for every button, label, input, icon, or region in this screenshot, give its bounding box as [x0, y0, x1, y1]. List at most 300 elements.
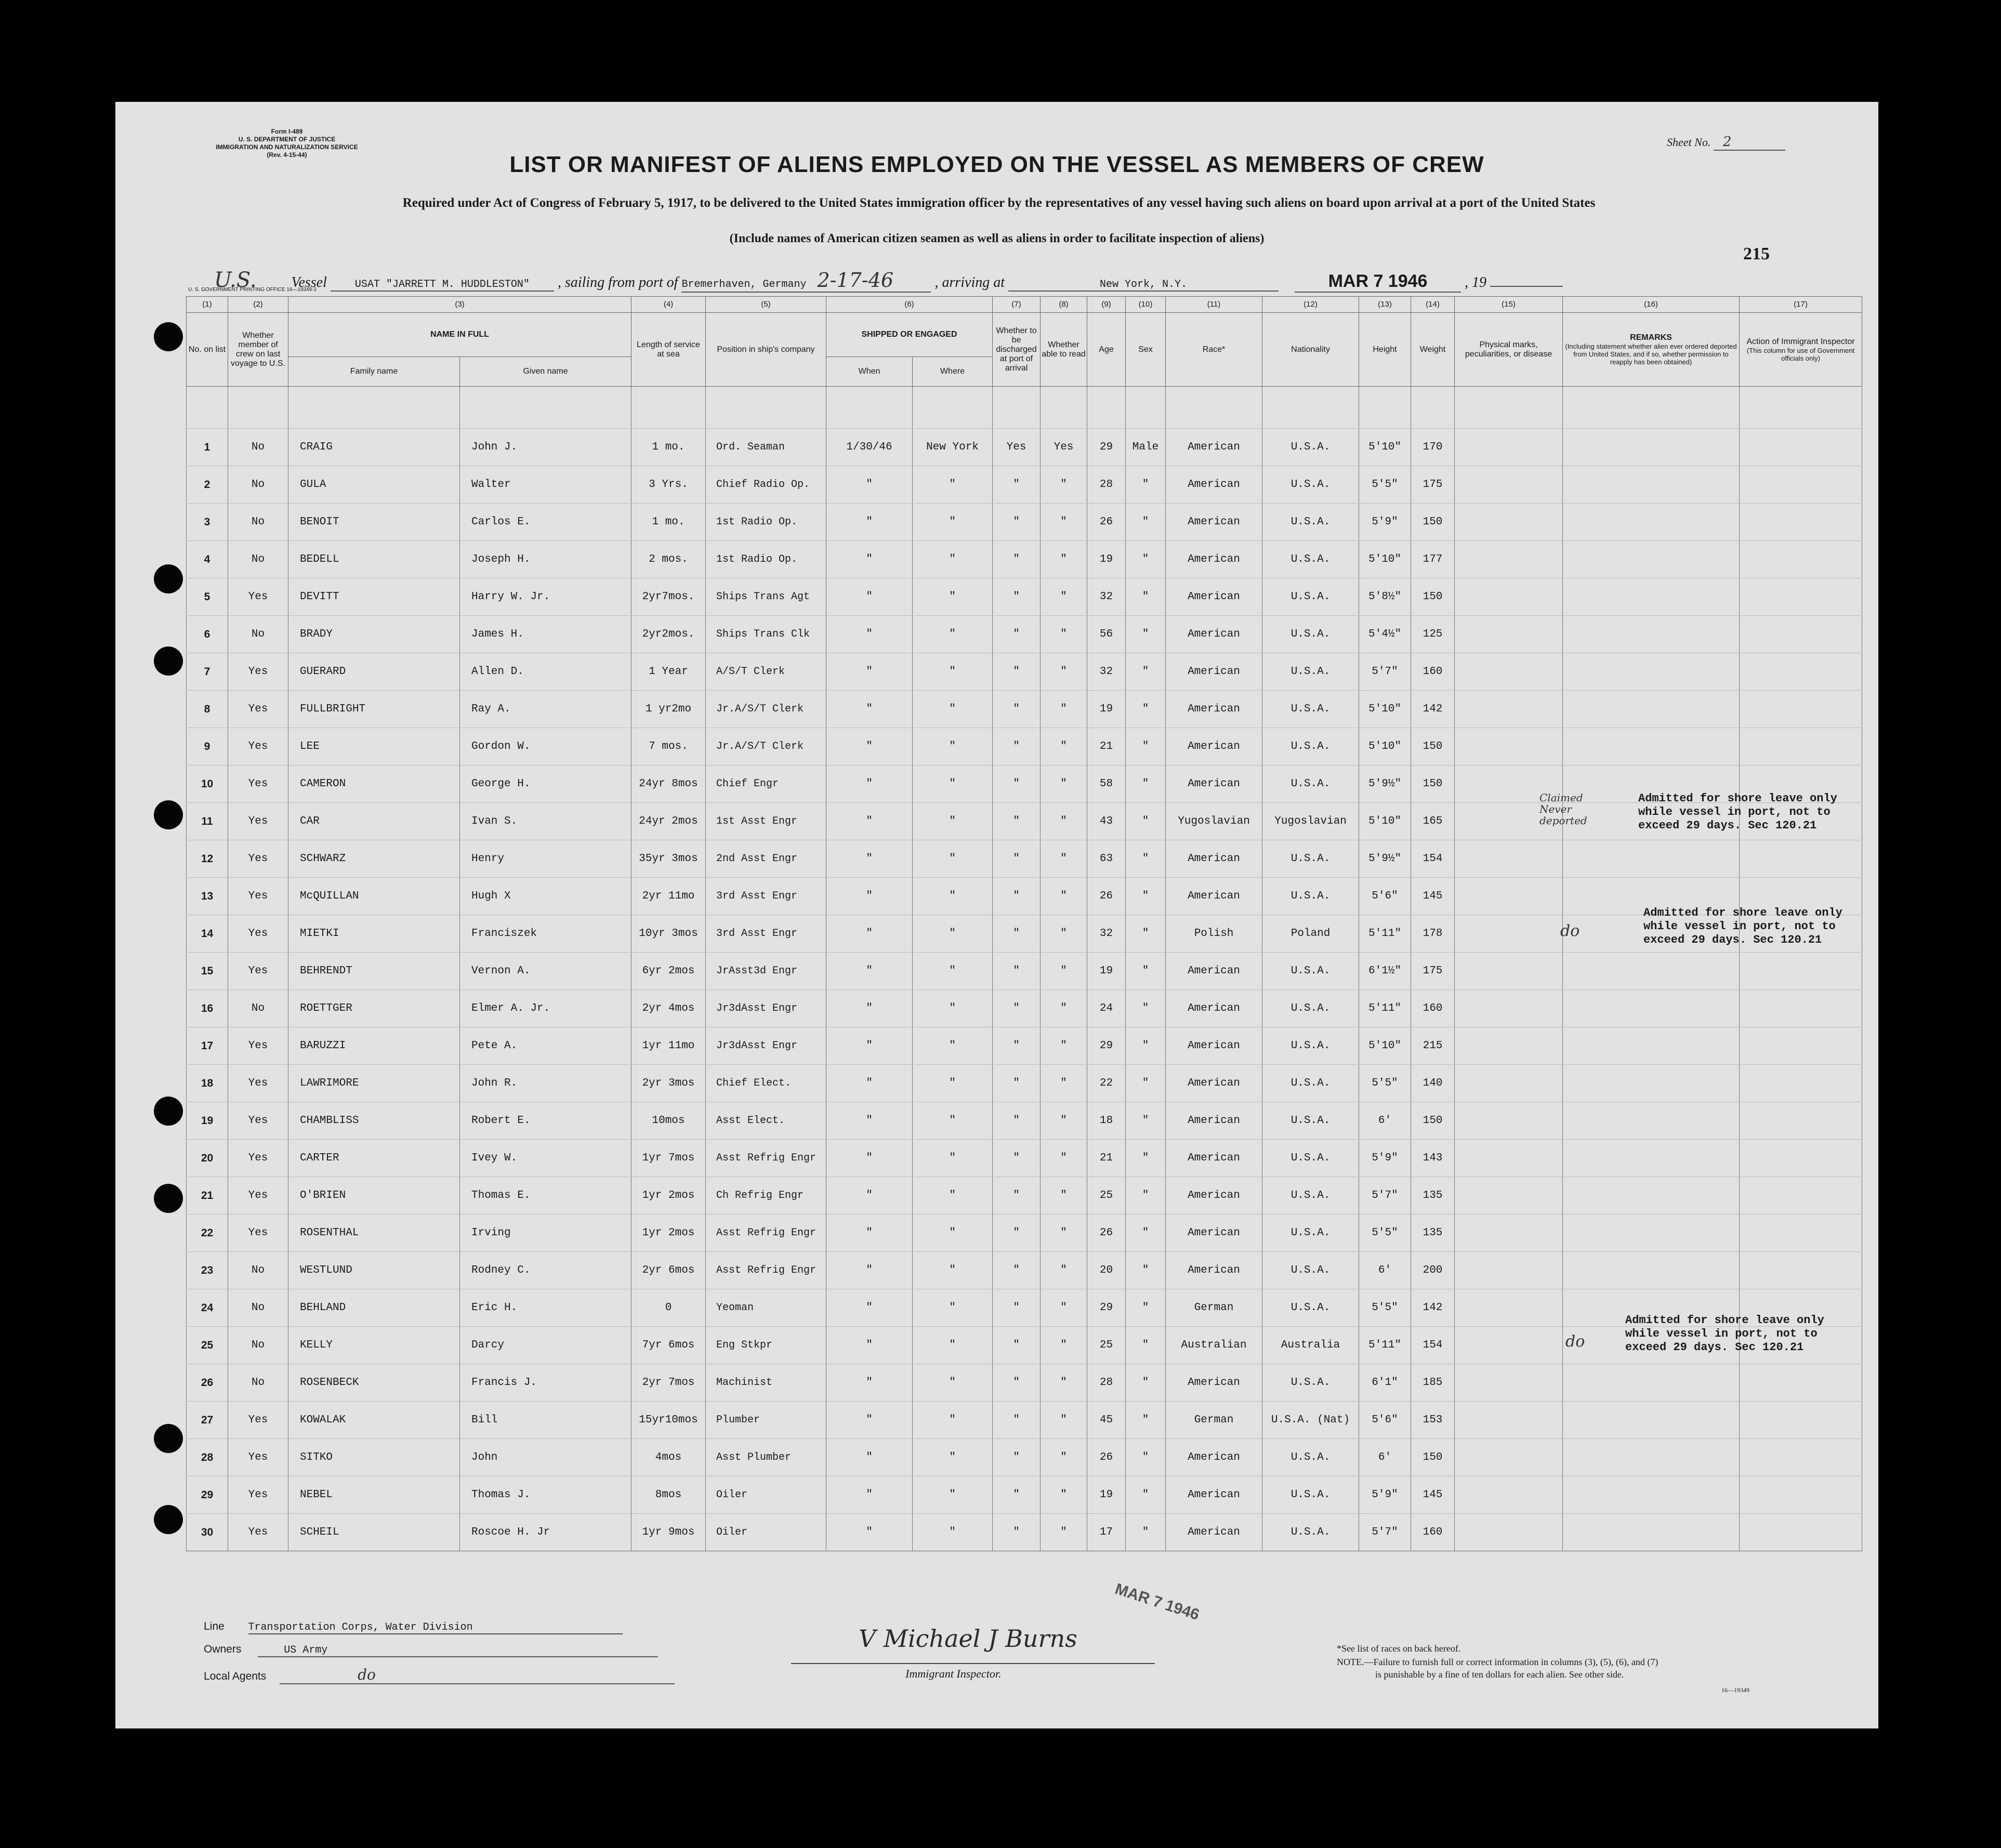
- race-cell: American: [1166, 953, 1262, 990]
- able-to-read-cell: ": [1041, 915, 1087, 953]
- age-cell: 29: [1087, 1027, 1126, 1065]
- header-height: Height: [1359, 313, 1411, 387]
- table-row: [187, 990, 1862, 1027]
- to-be-discharged-cell: ": [993, 1140, 1041, 1177]
- physical-marks-cell: [1455, 578, 1563, 616]
- col-num: (2): [228, 297, 288, 313]
- given-name-cell: Franciszek: [460, 915, 631, 953]
- physical-marks-cell: [1455, 541, 1563, 578]
- header-where: Where: [913, 357, 993, 387]
- sheet-number-value: 2: [1714, 134, 1785, 151]
- position-cell: Asst Refrig Engr: [706, 1252, 826, 1289]
- physical-marks-cell: [1455, 878, 1563, 915]
- header-last-voyage: Whether member of crew on last voyage to U.S.: [228, 313, 288, 387]
- remarks-cell: [1563, 840, 1740, 878]
- shipped-where-cell: ": [913, 1514, 993, 1551]
- last-voyage-cell: Yes: [228, 1177, 288, 1215]
- family-name-cell: GULA: [288, 466, 460, 504]
- shipped-where-cell: ": [913, 691, 993, 728]
- shipped-when-cell: ": [826, 653, 913, 691]
- able-to-read-cell: ": [1041, 728, 1087, 765]
- sex-cell: ": [1126, 653, 1166, 691]
- age-cell: 20: [1087, 1252, 1126, 1289]
- inspector-action-cell: [1740, 578, 1862, 616]
- length-of-service-cell: 10yr 3mos: [631, 915, 706, 953]
- owners-value: US Army: [258, 1644, 658, 1657]
- able-to-read-cell: ": [1041, 1514, 1087, 1551]
- height-cell: 6': [1359, 1102, 1411, 1140]
- position-cell: 1st Asst Engr: [706, 803, 826, 840]
- able-to-read-cell: ": [1041, 1327, 1087, 1364]
- length-of-service-cell: 8mos: [631, 1476, 706, 1514]
- race-cell: American: [1166, 1215, 1262, 1252]
- table-row: [187, 1327, 1862, 1364]
- table-row: [187, 840, 1862, 878]
- given-name-cell: Bill: [460, 1402, 631, 1439]
- physical-marks-cell: [1455, 1215, 1563, 1252]
- sex-cell: ": [1126, 840, 1166, 878]
- given-name-cell: Francis J.: [460, 1364, 631, 1402]
- length-of-service-cell: 10mos: [631, 1102, 706, 1140]
- length-of-service-cell: 6yr 2mos: [631, 953, 706, 990]
- given-name-cell: Allen D.: [460, 653, 631, 691]
- row-number-cell: 21: [187, 1177, 228, 1215]
- shipped-when-cell: ": [826, 803, 913, 840]
- age-cell: 19: [1087, 1476, 1126, 1514]
- nationality-cell: U.S.A.: [1262, 1476, 1359, 1514]
- header-weight: Weight: [1411, 313, 1455, 387]
- shipped-where-cell: ": [913, 616, 993, 653]
- remarks-note: (Including statement whether alien ever ordered deported from United States, and if so, whether permission to reapply has been obtained): [1565, 342, 1737, 366]
- remarks-cell: [1563, 990, 1740, 1027]
- to-be-discharged-cell: ": [993, 803, 1041, 840]
- remarks-cell: [1563, 429, 1740, 466]
- weight-cell: 165: [1411, 803, 1455, 840]
- length-of-service-cell: 1 Year: [631, 653, 706, 691]
- col-num: (15): [1455, 297, 1563, 313]
- vessel-name: USAT "JARRETT M. HUDDLESTON": [331, 279, 554, 292]
- shipped-where-cell: ": [913, 1327, 993, 1364]
- nationality-cell: U.S.A.: [1262, 1065, 1359, 1102]
- position-cell: 1st Radio Op.: [706, 541, 826, 578]
- crew-rows: [187, 387, 1862, 1551]
- inspector-action-cell: [1740, 728, 1862, 765]
- age-cell: 26: [1087, 1439, 1126, 1476]
- shipped-where-cell: ": [913, 1027, 993, 1065]
- given-name-cell: Elmer A. Jr.: [460, 990, 631, 1027]
- inspector-action-cell: [1740, 1476, 1862, 1514]
- inspector-action-cell: [1740, 653, 1862, 691]
- to-be-discharged-cell: ": [993, 878, 1041, 915]
- family-name-cell: CARTER: [288, 1140, 460, 1177]
- table-row: [187, 653, 1862, 691]
- stamp-number: 215: [1743, 244, 1770, 263]
- age-cell: 43: [1087, 803, 1126, 840]
- to-be-discharged-cell: ": [993, 466, 1041, 504]
- last-voyage-cell: No: [228, 990, 288, 1027]
- col-num: (5): [706, 297, 826, 313]
- inspector-action-cell: [1740, 1402, 1862, 1439]
- received-date-stamp: MAR 7 1946: [1113, 1580, 1202, 1624]
- family-name-cell: CHAMBLISS: [288, 1102, 460, 1140]
- able-to-read-cell: ": [1041, 1364, 1087, 1402]
- row-number-cell: 1: [187, 429, 228, 466]
- punch-hole: [154, 564, 183, 593]
- col-num: (8): [1041, 297, 1087, 313]
- nationality-cell: U.S.A.: [1262, 616, 1359, 653]
- nationality-cell: U.S.A.: [1262, 1027, 1359, 1065]
- shipped-where-cell: ": [913, 504, 993, 541]
- shipped-when-cell: ": [826, 466, 913, 504]
- last-voyage-cell: No: [228, 504, 288, 541]
- table-row: [187, 1215, 1862, 1252]
- length-of-service-cell: 1 mo.: [631, 504, 706, 541]
- inspector-action-cell: [1740, 990, 1862, 1027]
- shipped-where-cell: ": [913, 1439, 993, 1476]
- row-number-cell: 29: [187, 1476, 228, 1514]
- position-cell: Jr.A/S/T Clerk: [706, 691, 826, 728]
- table-row: [187, 429, 1862, 466]
- vessel-prefix-handwritten: U.S.: [214, 268, 257, 292]
- column-number-row: [187, 297, 1862, 313]
- owners-label: Owners: [204, 1643, 242, 1655]
- height-cell: 5'11": [1359, 990, 1411, 1027]
- remark-11-handwritten: Claimed Never deported: [1539, 791, 1587, 827]
- shipped-where-cell: ": [913, 878, 993, 915]
- row-number-cell: 18: [187, 1065, 228, 1102]
- able-to-read-cell: ": [1041, 990, 1087, 1027]
- weight-cell: 215: [1411, 1027, 1455, 1065]
- sex-cell: ": [1126, 1140, 1166, 1177]
- sex-cell: ": [1126, 691, 1166, 728]
- length-of-service-cell: 3 Yrs.: [631, 466, 706, 504]
- agents-label: Local Agents: [204, 1670, 267, 1682]
- physical-marks-cell: [1455, 1140, 1563, 1177]
- col-num: (14): [1411, 297, 1455, 313]
- weight-cell: 150: [1411, 504, 1455, 541]
- sex-cell: ": [1126, 578, 1166, 616]
- nationality-cell: U.S.A.: [1262, 1215, 1359, 1252]
- col-num: (10): [1126, 297, 1166, 313]
- race-cell: American: [1166, 1065, 1262, 1102]
- to-be-discharged-cell: ": [993, 691, 1041, 728]
- sex-cell: ": [1126, 765, 1166, 803]
- nationality-cell: U.S.A.: [1262, 1364, 1359, 1402]
- given-name-cell: Roscoe H. Jr: [460, 1514, 631, 1551]
- position-cell: Chief Engr: [706, 765, 826, 803]
- family-name-cell: BEHLAND: [288, 1289, 460, 1327]
- to-be-discharged-cell: ": [993, 1476, 1041, 1514]
- race-cell: American: [1166, 653, 1262, 691]
- remarks-cell: [1563, 1439, 1740, 1476]
- physical-marks-cell: [1455, 1476, 1563, 1514]
- sex-cell: ": [1126, 1327, 1166, 1364]
- inspector-action-cell: [1740, 1027, 1862, 1065]
- inspector-action-cell: [1740, 1177, 1862, 1215]
- weight-cell: 145: [1411, 878, 1455, 915]
- race-cell: American: [1166, 1252, 1262, 1289]
- col-num: (7): [993, 297, 1041, 313]
- position-cell: Ord. Seaman: [706, 429, 826, 466]
- to-be-discharged-cell: ": [993, 1215, 1041, 1252]
- age-cell: 26: [1087, 1215, 1126, 1252]
- length-of-service-cell: 2 mos.: [631, 541, 706, 578]
- shipped-where-cell: ": [913, 803, 993, 840]
- length-of-service-cell: 2yr 7mos: [631, 1364, 706, 1402]
- family-name-cell: SITKO: [288, 1439, 460, 1476]
- given-name-cell: Gordon W.: [460, 728, 631, 765]
- manifest-sheet: [115, 102, 1878, 1728]
- to-be-discharged-cell: ": [993, 840, 1041, 878]
- height-cell: 5'4½": [1359, 616, 1411, 653]
- to-be-discharged-cell: ": [993, 1027, 1041, 1065]
- table-row: [187, 765, 1862, 803]
- inspector-action-cell: [1740, 541, 1862, 578]
- able-to-read-cell: ": [1041, 878, 1087, 915]
- sex-cell: ": [1126, 953, 1166, 990]
- to-be-discharged-cell: ": [993, 728, 1041, 765]
- last-voyage-cell: Yes: [228, 1476, 288, 1514]
- header-able-read: Whether able to read: [1041, 313, 1087, 387]
- shipped-where-cell: New York: [913, 429, 993, 466]
- weight-cell: 178: [1411, 915, 1455, 953]
- weight-cell: 160: [1411, 653, 1455, 691]
- age-cell: 17: [1087, 1514, 1126, 1551]
- nationality-cell: U.S.A. (Nat): [1262, 1402, 1359, 1439]
- weight-cell: 160: [1411, 990, 1455, 1027]
- remark-11-line2: while vessel in port, not to: [1638, 806, 1831, 819]
- table-row: [187, 1177, 1862, 1215]
- table-row: [187, 1289, 1862, 1327]
- race-cell: American: [1166, 466, 1262, 504]
- shipped-where-cell: ": [913, 578, 993, 616]
- remark-11-line1: Admitted for shore leave only: [1638, 792, 1837, 805]
- physical-marks-cell: [1455, 1364, 1563, 1402]
- weight-cell: 125: [1411, 616, 1455, 653]
- given-name-cell: Vernon A.: [460, 953, 631, 990]
- remarks-cell: [1563, 953, 1740, 990]
- race-cell: American: [1166, 878, 1262, 915]
- remarks-cell: [1563, 1102, 1740, 1140]
- length-of-service-cell: 1yr 9mos: [631, 1514, 706, 1551]
- race-cell: American: [1166, 616, 1262, 653]
- row-number-cell: 15: [187, 953, 228, 990]
- last-voyage-cell: Yes: [228, 1102, 288, 1140]
- given-name-cell: Rodney C.: [460, 1252, 631, 1289]
- physical-marks-cell: [1455, 1402, 1563, 1439]
- length-of-service-cell: 7 mos.: [631, 728, 706, 765]
- height-cell: 5'10": [1359, 728, 1411, 765]
- shipped-when-cell: ": [826, 1177, 913, 1215]
- shipped-when-cell: ": [826, 878, 913, 915]
- height-cell: 5'6": [1359, 878, 1411, 915]
- to-be-discharged-cell: ": [993, 578, 1041, 616]
- position-cell: Ships Trans Agt: [706, 578, 826, 616]
- remarks-cell: [1563, 1514, 1740, 1551]
- physical-marks-cell: [1455, 504, 1563, 541]
- position-cell: Asst Elect.: [706, 1102, 826, 1140]
- remarks-cell: [1563, 466, 1740, 504]
- table-row: [187, 953, 1862, 990]
- age-cell: 58: [1087, 765, 1126, 803]
- shipped-where-cell: ": [913, 653, 993, 691]
- table-row: [187, 915, 1862, 953]
- shipped-when-cell: ": [826, 691, 913, 728]
- last-voyage-cell: Yes: [228, 578, 288, 616]
- last-voyage-cell: Yes: [228, 878, 288, 915]
- given-name-cell: Thomas J.: [460, 1476, 631, 1514]
- age-cell: 63: [1087, 840, 1126, 878]
- col-num: (16): [1563, 297, 1740, 313]
- col-num: (13): [1359, 297, 1411, 313]
- able-to-read-cell: ": [1041, 1065, 1087, 1102]
- shipped-when-cell: ": [826, 1140, 913, 1177]
- sex-cell: ": [1126, 1289, 1166, 1327]
- col-num: (3): [288, 297, 631, 313]
- row-number-cell: 20: [187, 1140, 228, 1177]
- age-cell: 19: [1087, 541, 1126, 578]
- table-row: [187, 1140, 1862, 1177]
- able-to-read-cell: ": [1041, 803, 1087, 840]
- shipped-when-cell: ": [826, 1102, 913, 1140]
- length-of-service-cell: 1yr 7mos: [631, 1140, 706, 1177]
- last-voyage-cell: Yes: [228, 1027, 288, 1065]
- nationality-cell: U.S.A.: [1262, 728, 1359, 765]
- sex-cell: ": [1126, 878, 1166, 915]
- height-cell: 5'7": [1359, 653, 1411, 691]
- physical-marks-cell: [1455, 1027, 1563, 1065]
- shipped-when-cell: ": [826, 915, 913, 953]
- age-cell: 29: [1087, 429, 1126, 466]
- shipped-when-cell: ": [826, 953, 913, 990]
- row-number-cell: 3: [187, 504, 228, 541]
- header-discharged: Whether to be discharged at port of arrival: [993, 313, 1041, 387]
- able-to-read-cell: ": [1041, 840, 1087, 878]
- given-name-cell: John J.: [460, 429, 631, 466]
- position-cell: Jr3dAsst Engr: [706, 990, 826, 1027]
- inspector-action-cell: [1740, 1215, 1862, 1252]
- weight-cell: 140: [1411, 1065, 1455, 1102]
- given-name-cell: Henry: [460, 840, 631, 878]
- row-number-cell: 8: [187, 691, 228, 728]
- row-number-cell: 17: [187, 1027, 228, 1065]
- remarks-cell: [1563, 1402, 1740, 1439]
- header-given-name: Given name: [460, 357, 631, 387]
- inspector-action-cell: [1740, 429, 1862, 466]
- able-to-read-cell: ": [1041, 1289, 1087, 1327]
- row-number-cell: 4: [187, 541, 228, 578]
- sex-cell: ": [1126, 1065, 1166, 1102]
- sex-cell: ": [1126, 1177, 1166, 1215]
- nationality-cell: U.S.A.: [1262, 1102, 1359, 1140]
- remarks-cell: [1563, 1027, 1740, 1065]
- agents-value: do: [280, 1666, 675, 1684]
- header-remarks: [1563, 313, 1740, 387]
- age-cell: 32: [1087, 653, 1126, 691]
- height-cell: 5'7": [1359, 1177, 1411, 1215]
- shipped-where-cell: ": [913, 1065, 993, 1102]
- action-title: Action of Immigrant Inspector: [1746, 337, 1855, 346]
- sex-cell: ": [1126, 803, 1166, 840]
- shipped-when-cell: ": [826, 1364, 913, 1402]
- age-cell: 26: [1087, 504, 1126, 541]
- shipped-when-cell: ": [826, 840, 913, 878]
- nationality-cell: U.S.A.: [1262, 653, 1359, 691]
- table-row: [187, 691, 1862, 728]
- position-cell: Machinist: [706, 1364, 826, 1402]
- physical-marks-cell: [1455, 1177, 1563, 1215]
- remark-14-line1: Admitted for shore leave only: [1643, 906, 1842, 919]
- last-voyage-cell: No: [228, 1252, 288, 1289]
- given-name-cell: Carlos E.: [460, 504, 631, 541]
- row-number-cell: 24: [187, 1289, 228, 1327]
- weight-cell: 150: [1411, 1439, 1455, 1476]
- shipped-when-cell: ": [826, 1439, 913, 1476]
- family-name-cell: BRADY: [288, 616, 460, 653]
- position-cell: 1st Radio Op.: [706, 504, 826, 541]
- weight-cell: 160: [1411, 1514, 1455, 1551]
- able-to-read-cell: ": [1041, 504, 1087, 541]
- inspector-action-cell: [1740, 1252, 1862, 1289]
- position-cell: A/S/T Clerk: [706, 653, 826, 691]
- to-be-discharged-cell: ": [993, 915, 1041, 953]
- weight-cell: 175: [1411, 953, 1455, 990]
- last-voyage-cell: No: [228, 1364, 288, 1402]
- weight-cell: 200: [1411, 1252, 1455, 1289]
- sex-cell: ": [1126, 541, 1166, 578]
- row-number-cell: 28: [187, 1439, 228, 1476]
- header-position: Position in ship's company: [706, 313, 826, 387]
- nationality-cell: U.S.A.: [1262, 1140, 1359, 1177]
- family-name-cell: McQUILLAN: [288, 878, 460, 915]
- col-num: (4): [631, 297, 706, 313]
- position-cell: Oiler: [706, 1476, 826, 1514]
- given-name-cell: Harry W. Jr.: [460, 578, 631, 616]
- length-of-service-cell: 2yr 3mos: [631, 1065, 706, 1102]
- punch-hole: [154, 1424, 183, 1453]
- sheet-number: [1667, 134, 1785, 151]
- header-action: [1740, 313, 1862, 387]
- inspector-action-cell: [1740, 504, 1862, 541]
- length-of-service-cell: 35yr 3mos: [631, 840, 706, 878]
- nationality-cell: U.S.A.: [1262, 1177, 1359, 1215]
- last-voyage-cell: Yes: [228, 1065, 288, 1102]
- age-cell: 26: [1087, 878, 1126, 915]
- inspector-action-cell: [1740, 1514, 1862, 1551]
- race-cell: Yugoslavian: [1166, 803, 1262, 840]
- height-cell: 5'5": [1359, 1065, 1411, 1102]
- given-name-cell: Joseph H.: [460, 541, 631, 578]
- able-to-read-cell: ": [1041, 466, 1087, 504]
- header-when: When: [826, 357, 913, 387]
- sex-cell: ": [1126, 1476, 1166, 1514]
- height-cell: 5'11": [1359, 1327, 1411, 1364]
- shipped-where-cell: ": [913, 1215, 993, 1252]
- height-cell: 5'9½": [1359, 765, 1411, 803]
- inspector-action-cell: [1740, 1140, 1862, 1177]
- header-length-service: Length of service at sea: [631, 313, 706, 387]
- punch-hole: [154, 646, 183, 676]
- shipped-where-cell: ": [913, 1402, 993, 1439]
- height-cell: 5'5": [1359, 466, 1411, 504]
- table-row: [187, 1476, 1862, 1514]
- race-cell: American: [1166, 1140, 1262, 1177]
- physical-marks-cell: [1455, 429, 1563, 466]
- shipped-when-cell: ": [826, 728, 913, 765]
- height-cell: 5'10": [1359, 691, 1411, 728]
- family-name-cell: BARUZZI: [288, 1027, 460, 1065]
- sex-cell: ": [1126, 728, 1166, 765]
